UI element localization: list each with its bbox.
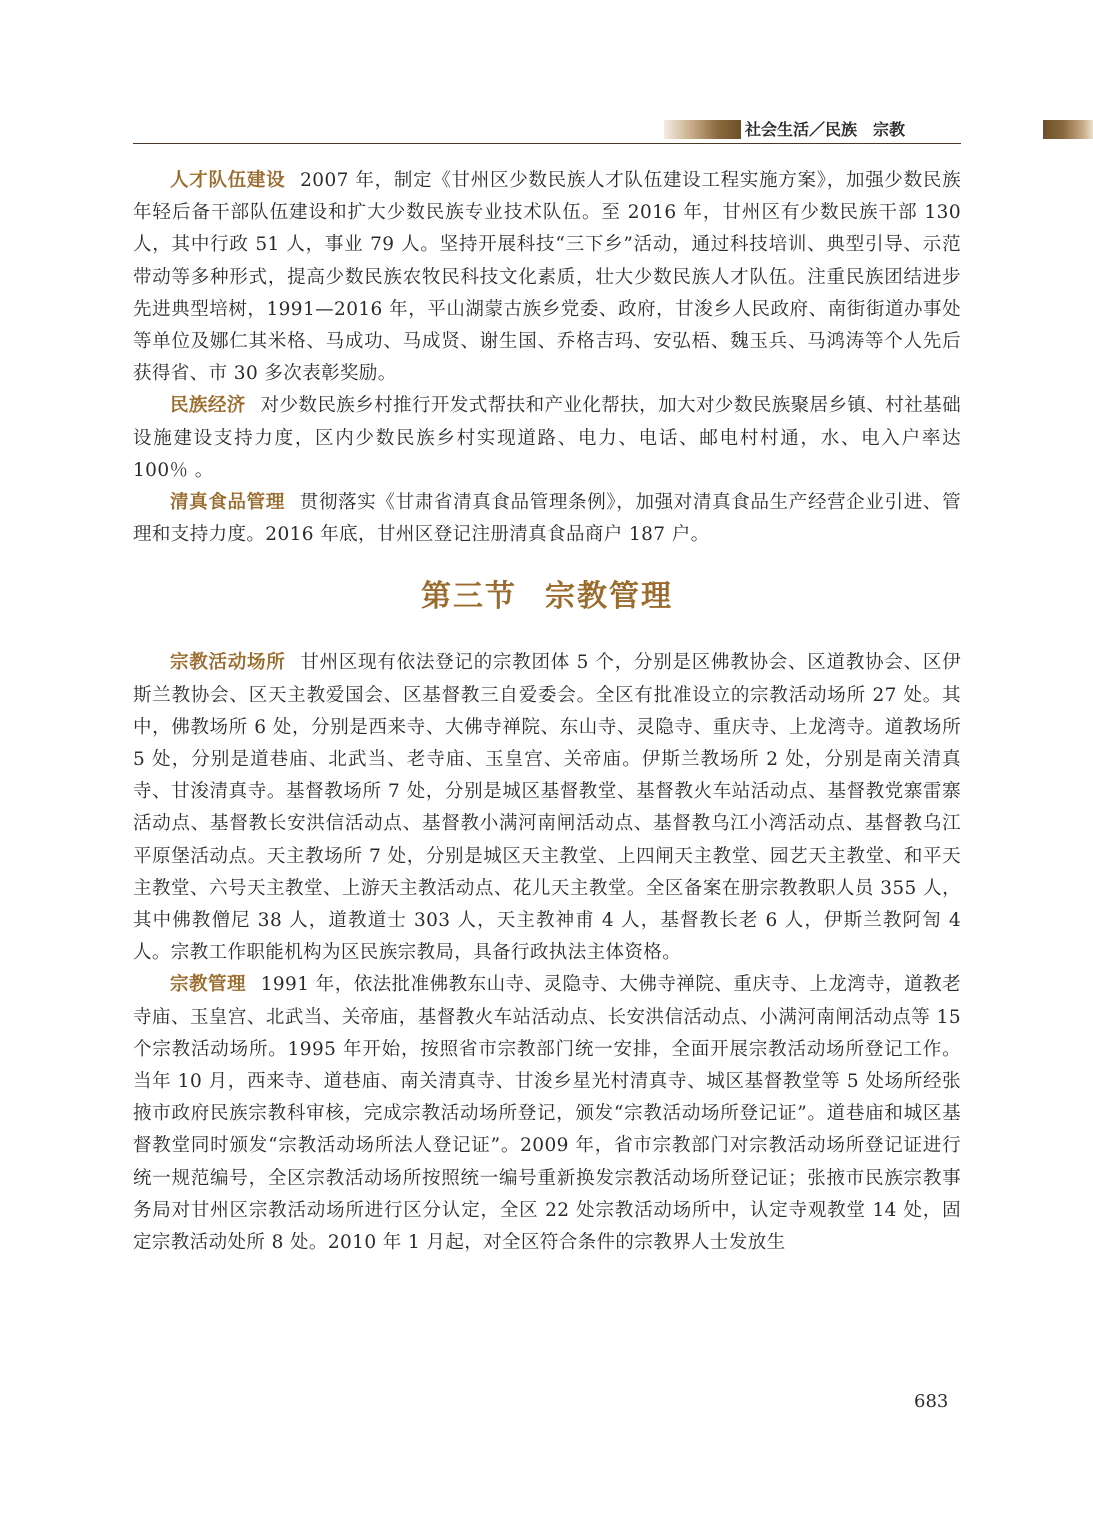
paragraph-text-halal: 贯彻落实《甘肃省清真食品管理条例》，加强对清真食品生产经营企业引进、管理和支持力度。2016 年底，甘州区登记注册清真食品商户 187 户。 [133,492,961,546]
paragraph-text-economy: 对少数民族乡村推行开发式帮扶和产业化帮扶，加大对少数民族聚居乡镇、村社基础设施建设支持力度，区内少数民族乡村实现道路、电力、电话、邮电村村通，水、电入户率达 100％ 。 [133,395,961,481]
header-rule [133,143,961,145]
paragraph-lead-talent: 人才队伍建设 [170,170,286,191]
page-body [133,165,961,1259]
paragraph-text-venues: 甘州区现有依法登记的宗教团体 5 个，分别是区佛教协会、区道教协会、区伊斯兰教协会、区天主教爱国会、区基督教三自爱委会。全区有批准设立的宗教活动场所 27 处。其中，佛教场所 6 处，分别是西来寺、大佛寺禅院、东山寺、灵隐寺、重庆寺、上龙湾寺。道教场所 5 处，分别是道巷庙、北武当、老寺庙、玉皇宫、关帝庙。伊斯兰教场所 2 处，分别是南关清真寺、甘浚清真寺。基督教场所 7 处，分别是城区基督教堂、基督教火车站活动点、基督教党寨雷寨活动点、基督教长安洪信活动点、基督教小满河南闸活动点、基督教乌江小湾活动点、基督教乌江平原堡活动点。天主教场所 7 处，分别是城区天主教堂、上四闸天主教堂、园艺天主教堂、和平天主教堂、六号天主教堂、上游天主教活动点、花儿天主教堂。全区备案在册宗教教职人员 355 人，其中佛教僧尼 38 人，道教道士 303 人，天主教神甫 4 人，基督教长老 6 人，伊斯兰教阿訇 4 人。宗教工作职能机构为区民族宗教局，具备行政执法主体资格。 [133,652,961,964]
paragraph-venues [133,647,961,969]
paragraph-management [133,969,961,1259]
paragraph-economy [133,390,961,487]
page-number: 683 [914,1391,949,1412]
paragraph-halal [133,487,961,551]
running-header-title: 社会生活／民族 宗教 [745,120,906,139]
section-heading-number: 第三节 [421,579,517,615]
paragraph-lead-venues: 宗教活动场所 [170,652,286,674]
paragraph-lead-halal: 清真食品管理 [170,492,285,514]
header-decor-bar-left [664,120,741,139]
running-header [133,118,961,144]
paragraph-lead-management: 宗教管理 [170,974,246,996]
paragraph-text-talent: 2007 年，制定《甘州区少数民族人才队伍建设工程实施方案》，加强少数民族年轻后备干部队伍建设和扩大少数民族专业技术队伍。至 2016 年，甘州区有少数民族干部 130 人，其中行政 51 人，事业 79 人。坚持开展科技“三下乡”活动，通过科技培训、典型引导、示范带动等多种形式，提高少数民族农牧民科技文化素质，壮大少数民族人才队伍。注重民族团结进步先进典型培树，1991—2016 年，平山湖蒙古族乡党委、政府，甘浚乡人民政府、南街街道办事处等单位及娜仁其米格、马成功、马成贤、谢生国、乔格吉玛、安弘梧、魏玉兵、马鸿涛等个人先后获得省、市 30 多次表彰奖励。 [133,170,961,385]
paragraph-talent [133,165,961,390]
paragraph-lead-economy: 民族经济 [170,395,246,417]
paragraph-text-management: 1991 年，依法批准佛教东山寺、灵隐寺、大佛寺禅院、重庆寺、上龙湾寺，道教老寺庙、玉皇宫、北武当、关帝庙，基督教火车站活动点、长安洪信活动点、小满河南闸活动点等 15 个宗教活动场所。1995 年开始，按照省市宗教部门统一安排，全面开展宗教活动场所登记工作。当年 10 月，西来寺、道巷庙、南关清真寺、甘浚乡星光村清真寺、城区基督教堂等 5 处场所经张掖市政府民族宗教科审核，完成宗教活动场所登记，颁发“宗教活动场所登记证”。道巷庙和城区基督教堂同时颁发“宗教活动场所法人登记证”。2009 年，省市宗教部门对宗教活动场所登记证进行统一规范编号，全区宗教活动场所按照统一编号重新换发宗教活动场所登记证；张掖市民族宗教事务局对甘州区宗教活动场所进行区分认定，全区 22 处宗教活动场所中，认定寺观教堂 14 处，固定宗教活动处所 8 处。2010 年 1 月起，对全区符合条件的宗教界人士发放生 [133,974,961,1254]
header-decor-bar-right [1043,120,1093,139]
section-heading-title: 宗教管理 [545,579,673,615]
section-heading [133,575,961,619]
